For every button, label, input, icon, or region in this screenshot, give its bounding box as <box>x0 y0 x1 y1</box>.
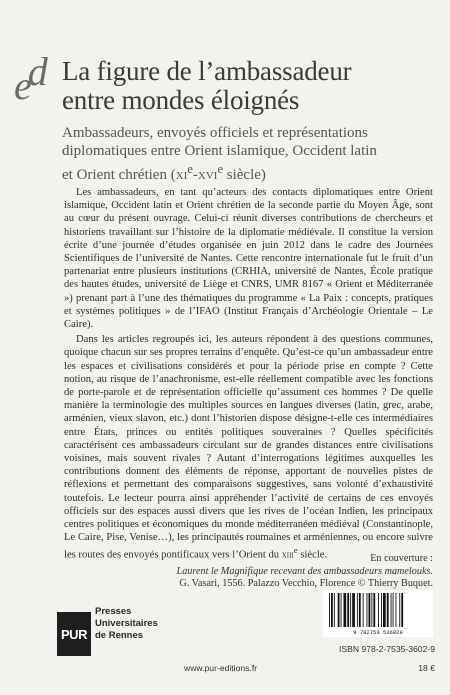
century-end: xvi <box>197 167 218 183</box>
publisher-name-line-2: Universitaires <box>95 618 158 629</box>
barcode-bar <box>393 593 394 627</box>
barcode-bar <box>369 593 371 627</box>
barcode-bar <box>383 593 386 627</box>
publisher-name <box>95 606 175 642</box>
publisher-url: www.pur-editions.fr <box>184 663 258 673</box>
century-start-sup: e <box>187 162 193 176</box>
barcode-bar <box>341 593 342 627</box>
barcode-bar <box>359 593 361 627</box>
barcode-bar <box>350 593 351 627</box>
barcode-bar <box>334 593 335 627</box>
ed-logo <box>14 49 44 108</box>
paragraph-2-text: Dans les articles regroupés ici, les auteurs répondent à des questions communes, quoique chacun sur ses propres terrains d’enquête. Qu’est-ce qu’un ambassadeur entre les espaces et civilisations considérés et pour la période prise en compte ? Cette notion, au risque de l’anachronisme, est-elle réellement compatible avec les fonctions de porte-parole et de représentation officielle qu’assument ces hommes ? De quelle manière la terminologie des multiples sources en langues diverses (latin, grec, arabe, arménien, vieux slavon, etc.) dont l’historien dispose désigne-t-elle ces intermédiaires entre États, princes ou entités politiques souveraines ? Quelles spécificités caractérisent ces ambassadeurs circulant sur de grandes distances entre civilisations voisines, mais souvent rivales ? Autant d’interrogations légitimes auxquelles les contributions donnent des éléments de réponse, apportant de nouvelles pistes de réflexions et permettant des comparaisons suggestives, sans volonté d’exhaustivité toutefois. Le lecteur pourra ainsi appréhender l’activité de certains de ces envoyés officiels sur des espaces aussi divers que les rives de l’océan Indien, les principaux centres politiques et économiques du monde méditerranéen médiéval (Constantinople, Le Caire, Pise, Venise…), les principautés roumaines et arméniennes, ou encore suivre les routes des envoyés pontificaux vers l’Orient du <box>64 334 433 562</box>
isbn: ISBN 978-2-7535-3602-9 <box>338 644 435 654</box>
century-start: xi <box>175 167 188 183</box>
barcode-bar <box>329 593 330 627</box>
subtitle-line-1: Ambassadeurs, envoyés officiels et représentations <box>62 125 368 141</box>
subtitle-text: et Orient chrétien ( <box>62 167 176 183</box>
barcode-bar <box>396 593 397 627</box>
price: 18 € <box>418 663 435 673</box>
cover-caption-title: Laurent le Magnifique recevant des ambassadeurs mamelouks. <box>176 565 433 577</box>
cover-credit <box>103 553 433 591</box>
blurb-paragraph-1: Les ambassadeurs, en tant qu’acteurs des contacts diplomatiques entre Orient islamique, Occident latin et Orient chrétien de la seconde partie du Moyen Âge, sont au cœur du présent ouvrage. Celui-ci réunit diverses contributions de chercheurs et historiens travaillant sur l’histoire de la diplomatie médiévale. Il constitue la version écrite d’une journée d’études organisée en juin 2012 dans le cadre des Journées Scientifiques de l’université de Nantes. Cette rencontre internationale fut le fruit d’un partenariat entre plusieurs institutions (CRHIA, université de Nantes, École pratique des hautes études, université de Liège et CNRS, UMR 8167 « Orient et Méditerranée ») prenant part à l’une des thématiques du programme « La Paix : concepts, pratiques et systèmes politiques » de l’IFAO (Institut Français d’Archéologie Orientale – Le Caire). <box>64 187 433 331</box>
barcode-bar <box>401 593 403 627</box>
barcode-bar <box>338 593 340 627</box>
barcode-bar <box>357 593 358 627</box>
paragraph-2-century-sup: e <box>293 545 298 556</box>
subtitle-line-2: diplomatiques entre Orient islamique, Occident latin <box>62 143 377 159</box>
barcode-bar <box>367 593 368 627</box>
cover-photo-credit: G. Vasari, 1556. Palazzo Vecchio, Florence © Thierry Buquet. <box>179 578 433 590</box>
blurb <box>64 186 433 562</box>
title-line-1: La figure de l’ambassadeur <box>62 56 352 86</box>
century-end-sup: e <box>217 162 223 176</box>
barcode-bars <box>323 590 433 630</box>
barcode-bar <box>331 593 333 627</box>
subtitle-line-3 <box>62 160 444 184</box>
barcode-bar <box>381 593 382 627</box>
barcode-digits: 9 782753 536029 <box>323 629 433 637</box>
publisher-name-line-3: de Rennes <box>95 630 144 641</box>
barcode-bar <box>378 593 379 627</box>
book-title <box>62 57 442 115</box>
cover-label: En couverture : <box>370 553 433 564</box>
barcode-bar <box>347 593 349 627</box>
publisher-logo <box>57 602 169 660</box>
barcode-bar <box>371 593 372 627</box>
paragraph-2-end: siècle. <box>297 550 328 562</box>
logo-letter-d: d <box>27 49 44 94</box>
cover-caption <box>103 566 433 579</box>
barcode-bar <box>373 593 375 627</box>
barcode-bar <box>352 593 355 627</box>
barcode-bar <box>344 593 347 627</box>
barcode-bar <box>387 593 389 627</box>
barcode-bar <box>391 593 392 627</box>
paragraph-2-century: xiii <box>281 550 294 562</box>
pur-logo-box: PUR <box>57 612 91 656</box>
barcode-bar <box>399 593 400 627</box>
subtitle-text-end: siècle) <box>223 167 266 183</box>
publisher-name-line-1: Presses <box>95 606 132 617</box>
logo-letter-e: e <box>14 63 28 108</box>
book-subtitle <box>62 124 444 184</box>
blurb-paragraph-2 <box>64 333 433 562</box>
barcode-bar <box>363 593 364 627</box>
title-line-2: entre mondes éloignés <box>62 85 300 115</box>
barcode-icon <box>323 590 433 634</box>
century-separator: - <box>192 167 198 183</box>
